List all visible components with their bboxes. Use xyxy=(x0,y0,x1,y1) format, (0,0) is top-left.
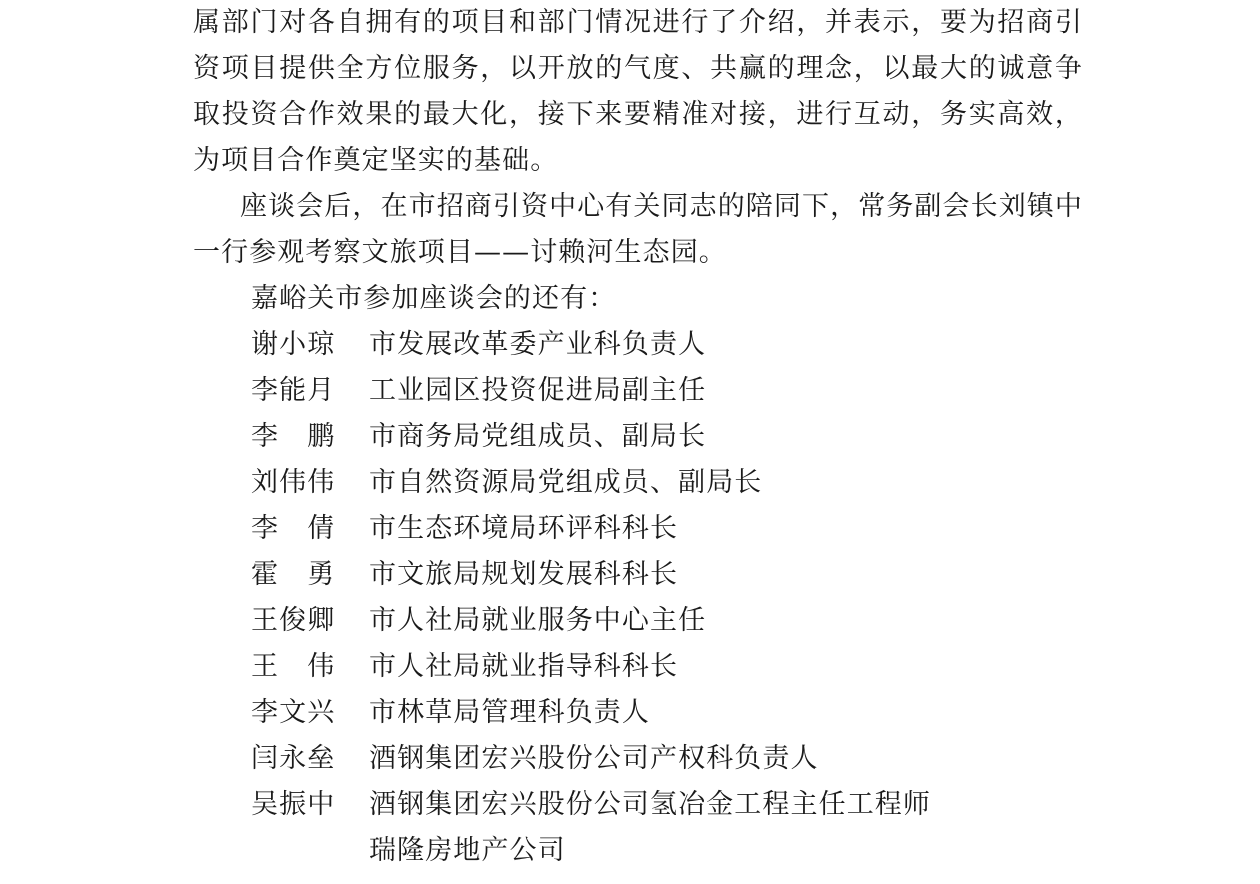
attendee-title: 酒钢集团宏兴股份公司氢冶金工程主任工程师 xyxy=(369,789,931,820)
attendee-name: 王俊卿 xyxy=(251,605,336,636)
attendee-title: 瑞隆房地产公司 xyxy=(369,835,566,866)
attendee-row xyxy=(193,460,1083,506)
attendee-title: 工业园区投资促进局副主任 xyxy=(369,375,707,406)
attendee-name: 李文兴 xyxy=(251,697,336,728)
attendee-row xyxy=(193,368,1083,414)
attendee-row xyxy=(193,598,1083,644)
attendee-row xyxy=(193,782,1083,828)
attendee-name: 李能月 xyxy=(251,375,336,406)
attendee-name: 李 倩 xyxy=(251,513,336,544)
attendee-list xyxy=(193,322,1083,874)
attendee-name: 闫永垒 xyxy=(251,743,336,774)
attendee-row xyxy=(193,828,1083,874)
attendee-title: 市商务局党组成员、副局长 xyxy=(369,421,707,452)
attendee-name: 王 伟 xyxy=(251,651,336,682)
attendee-row xyxy=(193,322,1083,368)
attendee-row xyxy=(193,690,1083,736)
attendee-name: 刘伟伟 xyxy=(251,467,336,498)
attendee-title: 市人社局就业指导科科长 xyxy=(369,651,679,682)
attendee-title: 市林草局管理科负责人 xyxy=(369,697,650,728)
attendee-row xyxy=(193,736,1083,782)
document-page xyxy=(193,0,1083,874)
attendee-row xyxy=(193,506,1083,552)
attendee-name xyxy=(251,828,369,874)
attendee-name: 霍 勇 xyxy=(251,559,336,590)
attendee-name: 谢小琼 xyxy=(251,329,336,360)
attendee-row xyxy=(193,552,1083,598)
attendee-row xyxy=(193,414,1083,460)
body-paragraph: 座谈会后，在市招商引资中心有关同志的陪同下，常务副会长刘镇中一行参观考察文旅项目——讨赖河生态园。 xyxy=(193,191,1083,268)
attendee-title: 市文旅局规划发展科科长 xyxy=(369,559,679,590)
attendee-title: 市自然资源局党组成员、副局长 xyxy=(369,467,763,498)
attendee-name: 李 鹏 xyxy=(251,421,336,452)
attendee-title: 市人社局就业服务中心主任 xyxy=(369,605,707,636)
attendee-name: 吴振中 xyxy=(251,789,336,820)
body-paragraph: 属部门对各自拥有的项目和部门情况进行了介绍，并表示，要为招商引资项目提供全方位服务，以开放的气度、共赢的理念，以最大的诚意争取投资合作效果的最大化，接下来要精准对接，进行互动，务实高效，为项目合作奠定坚实的基础。 xyxy=(193,7,1083,176)
attendee-row xyxy=(193,644,1083,690)
attendee-title: 酒钢集团宏兴股份公司产权科负责人 xyxy=(369,743,819,774)
attendee-title: 市生态环境局环评科科长 xyxy=(369,513,679,544)
attendee-title: 市发展改革委产业科负责人 xyxy=(369,329,707,360)
attendees-intro: 嘉峪关市参加座谈会的还有： xyxy=(251,283,617,314)
